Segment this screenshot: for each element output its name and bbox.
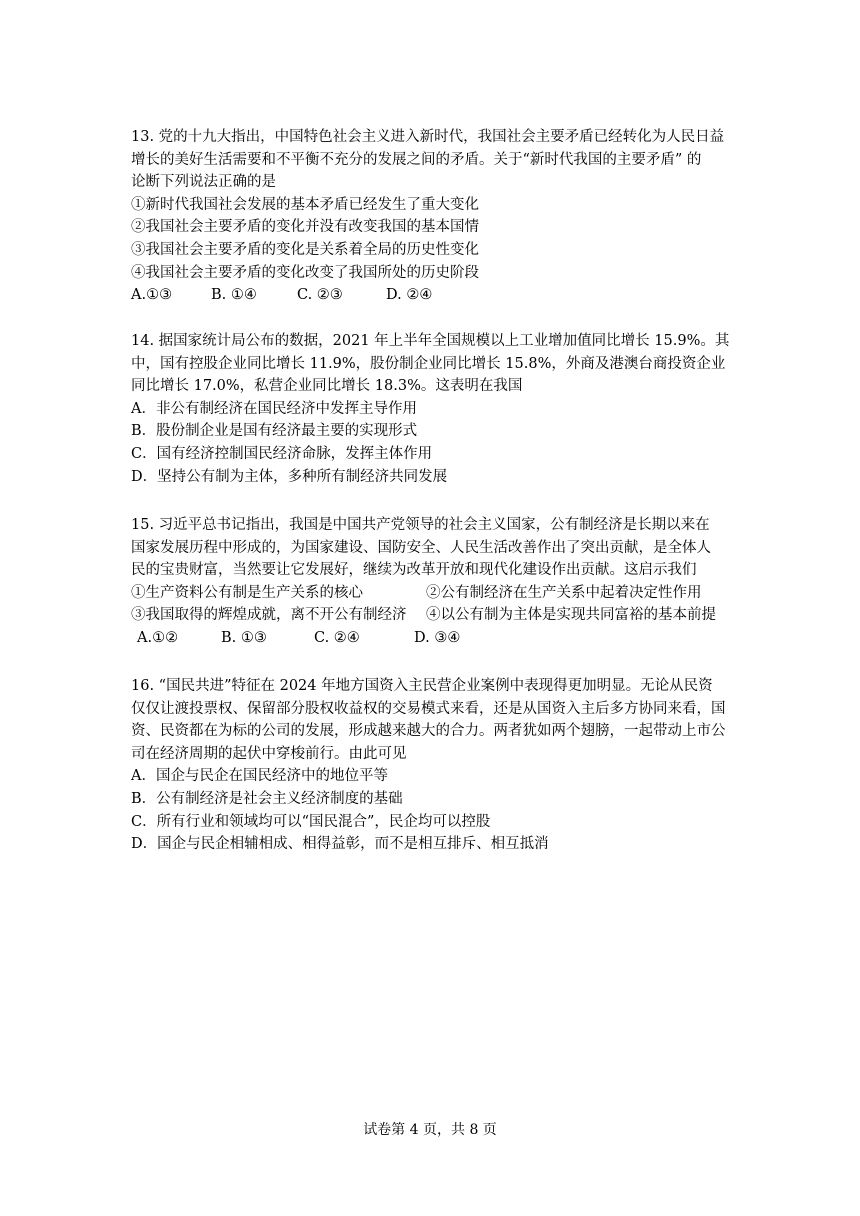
question-14-stem-line: 中，国有控股企业同比增长 11.9%，股份制企业同比增长 15.8%，外商及港澳台商投资企业 [131, 355, 726, 372]
question-14 [131, 330, 731, 488]
question-15-statement: ③我国取得的辉煌成就，离不开公有制经济 [131, 607, 407, 624]
question-13-options [131, 284, 731, 307]
option-a: A．国企与民企在国民经济中的地位平等 [131, 768, 388, 785]
option-b: B. ①③ [221, 629, 267, 646]
question-13-statement: ②我国社会主要矛盾的变化并没有改变我国的基本国情 [131, 219, 479, 236]
question-15-stem-line: 国家发展历程中形成的，为国家建设、国防安全、人民生活改善作出了突出贡献，是全体人 [131, 539, 711, 556]
page-footer: 试卷第 4 页，共 8 页 [363, 1122, 497, 1138]
option-c: C．所有行业和领域均可以“国民混合”，民企均可以控股 [131, 813, 491, 830]
option-b: B．股份制企业是国有经济最主要的实现形式 [131, 423, 418, 440]
question-15-statement: ②公有制经济在生产关系中起着决定性作用 [426, 584, 702, 601]
question-15-stem-line: 民的宝贵财富，当然要让它发展好，继续为改革开放和现代化建设作出贡献。这启示我们 [131, 562, 697, 579]
question-14-stem-line: 14. 据国家统计局公布的数据，2021 年上半年全国规模以上工业增加值同比增长 15.9%。其 [131, 333, 730, 349]
question-13-statement: ①新时代我国社会发展的基本矛盾已经发生了重大变化 [131, 196, 479, 213]
question-16-stem-line: 资、民资都在为标的公司的发展，形成越来越大的合力。两者犹如两个翅膀，一起带动上市公 [131, 723, 726, 740]
question-15 [131, 514, 731, 650]
question-16 [131, 675, 731, 856]
question-15-statement: ④以公有制为主体是实现共同富裕的基本前提 [426, 607, 716, 624]
question-16-stem-line: 仅仅让渡投票权、保留部分股权收益权的交易模式来看，还是从国资入主后多方协同来看，国 [131, 700, 726, 717]
question-15-stem-line: 15. 习近平总书记指出，我国是中国共产党领导的社会主义国家，公有制经济是长期以来在 [131, 517, 710, 533]
option-d: D. ②④ [386, 287, 433, 304]
question-13-statement: ③我国社会主要矛盾的变化是关系着全局的历史性变化 [131, 241, 479, 258]
option-a: A．非公有制经济在国民经济中发挥主导作用 [131, 400, 417, 417]
option-c: C．国有经济控制国民经济命脉，发挥主体作用 [131, 445, 433, 462]
question-14-stem-line: 同比增长 17.0%，私营企业同比增长 18.3%。这表明在我国 [131, 378, 523, 395]
option-c: C. ②③ [297, 287, 343, 304]
question-16-stem-line: 16. “国民共进”特征在 2024 年地方国资入主民营企业案例中表现得更加明显。无论从民资 [131, 678, 713, 694]
question-15-statement: ①生产资料公有制是生产关系的核心 [131, 584, 363, 601]
option-d: D．国企与民企相辅相成、相得益彰，而不是相互排斥、相互抵消 [131, 836, 549, 853]
option-b: B．公有制经济是社会主义经济制度的基础 [131, 790, 403, 807]
question-15-options [131, 627, 731, 650]
option-a: A.①② [137, 629, 179, 646]
question-15-statements-row [131, 582, 731, 605]
question-13-stem-line: 增长的美好生活需要和不平衡不充分的发展之间的矛盾。关于“新时代我国的主要矛盾” 的 [131, 151, 702, 168]
option-d: D．坚持公有制为主体，多种所有制经济共同发展 [131, 468, 448, 485]
question-13-statement: ④我国社会主要矛盾的变化改变了我国所处的历史阶段 [131, 264, 479, 281]
question-16-stem-line: 司在经济周期的起伏中穿梭前行。由此可见 [131, 745, 407, 762]
option-b: B. ①④ [211, 287, 257, 304]
question-13-stem-line: 13. 党的十九大指出，中国特色社会主义进入新时代，我国社会主要矛盾已经转化为人民日益 [131, 129, 725, 145]
question-13-stem-line: 论断下列说法正确的是 [131, 174, 276, 191]
question-15-statements-row [131, 604, 731, 627]
option-a: A.①③ [131, 287, 173, 304]
option-d: D. ③④ [414, 629, 461, 646]
question-13 [131, 126, 731, 307]
option-c: C. ②④ [314, 629, 360, 646]
